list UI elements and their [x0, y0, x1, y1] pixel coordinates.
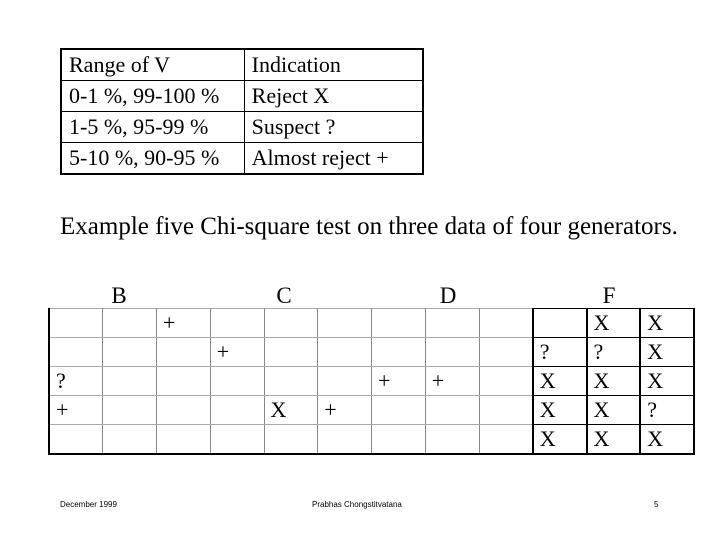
- indication-cell: Suspect ?: [244, 112, 423, 143]
- range-cell: 1-5 %, 95-99 %: [61, 112, 244, 143]
- grid-cell: [157, 367, 211, 396]
- grid-cell: [264, 338, 318, 367]
- grid-cell: [318, 367, 372, 396]
- grid-cell: [372, 396, 426, 425]
- footer-author: Prabhas Chongstitvatana: [312, 500, 402, 509]
- table-row: [61, 112, 423, 143]
- grid-cell: X: [264, 396, 318, 425]
- indication-cell: Reject X: [244, 81, 423, 112]
- grid-row: [49, 425, 694, 455]
- grid-cell: [157, 425, 211, 455]
- grid-cell: ?: [49, 367, 103, 396]
- indication-cell: Almost reject +: [244, 143, 423, 175]
- chi-square-results-grid: [48, 308, 695, 455]
- header-indication: Indication: [244, 49, 423, 81]
- grid-cell: [372, 309, 426, 338]
- grid-cell: +: [157, 309, 211, 338]
- grid-cell: [264, 309, 318, 338]
- grid-cell: [425, 425, 479, 455]
- generator-label-c: C: [276, 283, 292, 308]
- grid-cell: +: [318, 396, 372, 425]
- generator-label-f: F: [602, 283, 616, 308]
- grid-cell: X: [640, 425, 694, 455]
- grid-cell: [479, 309, 533, 338]
- grid-cell: ?: [587, 338, 641, 367]
- grid-cell: X: [533, 425, 587, 455]
- grid-cell: [49, 425, 103, 455]
- generator-label-d: D: [439, 283, 457, 308]
- grid-cell: [264, 425, 318, 455]
- grid-cell: [425, 396, 479, 425]
- grid-cell: X: [587, 425, 641, 455]
- grid-cell: [103, 425, 157, 455]
- grid-cell: [479, 367, 533, 396]
- grid-cell: [372, 338, 426, 367]
- generator-label-b: B: [111, 283, 127, 308]
- grid-cell: X: [533, 367, 587, 396]
- grid-cell: [210, 309, 264, 338]
- grid-cell: X: [587, 309, 641, 338]
- grid-cell: [425, 309, 479, 338]
- grid-cell: [479, 425, 533, 455]
- table-header-row: [61, 49, 423, 81]
- grid-row: [49, 309, 694, 338]
- grid-cell: [103, 338, 157, 367]
- grid-cell: [425, 338, 479, 367]
- grid-cell: [49, 338, 103, 367]
- footer-page-number: 5: [654, 500, 659, 509]
- grid-cell: X: [640, 367, 694, 396]
- grid-row: [49, 396, 694, 425]
- grid-cell: [49, 309, 103, 338]
- grid-cell: [372, 425, 426, 455]
- grid-cell: [210, 396, 264, 425]
- grid-cell: [479, 396, 533, 425]
- table-row: [61, 81, 423, 112]
- table-row: [61, 143, 423, 175]
- grid-cell: [318, 309, 372, 338]
- grid-cell: [318, 425, 372, 455]
- grid-cell: X: [587, 367, 641, 396]
- example-text: Example five Chi-square test on three data of four generators.: [60, 213, 678, 240]
- grid-cell: [103, 367, 157, 396]
- grid-cell: +: [210, 338, 264, 367]
- grid-cell: [157, 338, 211, 367]
- range-cell: 5-10 %, 90-95 %: [61, 143, 244, 175]
- grid-cell: +: [49, 396, 103, 425]
- grid-cell: X: [640, 338, 694, 367]
- grid-row: [49, 338, 694, 367]
- grid-cell: [533, 309, 587, 338]
- range-cell: 0-1 %, 99-100 %: [61, 81, 244, 112]
- grid-cell: +: [372, 367, 426, 396]
- grid-cell: [157, 396, 211, 425]
- grid-row: [49, 367, 694, 396]
- grid-cell: +: [425, 367, 479, 396]
- grid-cell: ?: [640, 396, 694, 425]
- grid-cell: [264, 367, 318, 396]
- grid-cell: [479, 338, 533, 367]
- grid-cell: [318, 338, 372, 367]
- grid-cell: [210, 425, 264, 455]
- header-range: Range of V: [61, 49, 244, 81]
- grid-cell: X: [587, 396, 641, 425]
- grid-cell: ?: [533, 338, 587, 367]
- grid-cell: [210, 367, 264, 396]
- footer-date: December 1999: [60, 500, 117, 509]
- grid-cell: X: [533, 396, 587, 425]
- grid-cell: X: [640, 309, 694, 338]
- grid-cell: [103, 309, 157, 338]
- grid-cell: [103, 396, 157, 425]
- range-indication-table: [60, 48, 424, 175]
